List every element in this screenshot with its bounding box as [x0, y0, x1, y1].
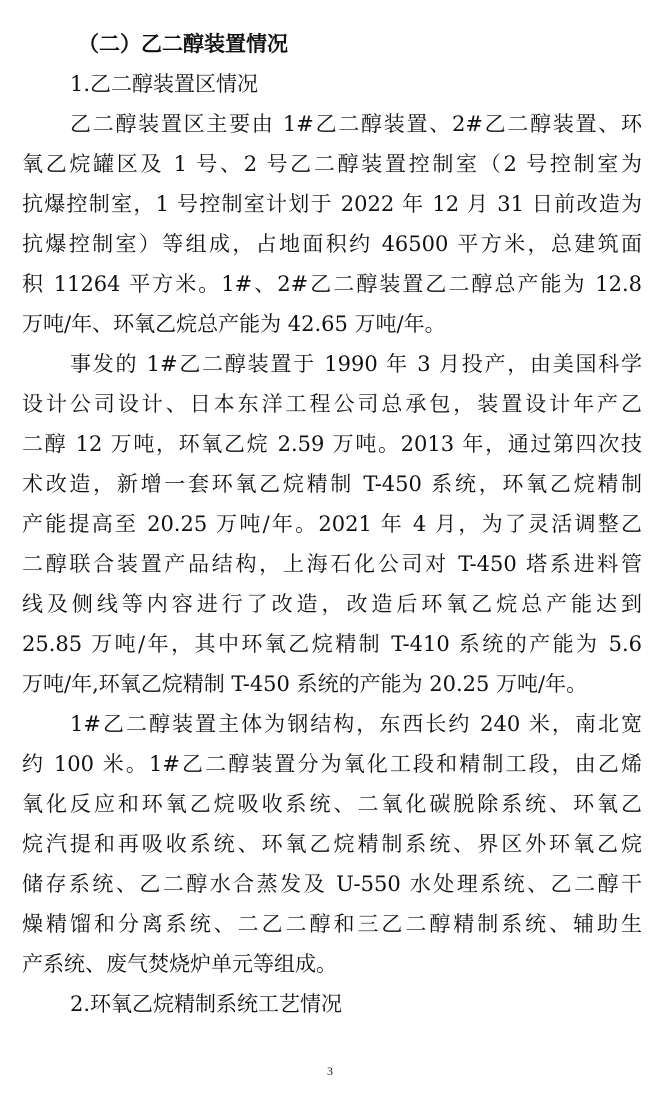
paragraph-line: 术改造，新增一套环氧乙烷精制 T-450 系统，环氧乙烷精制: [22, 472, 642, 496]
paragraph-line: 乙二醇装置区主要由 1#乙二醇装置、2#乙二醇装置、环: [70, 112, 642, 136]
paragraph-line: 万吨/年、环氧乙烷总产能为 42.65 万吨/年。: [22, 312, 446, 336]
paragraph-line: 氧乙烷罐区及 1 号、2 号乙二醇装置控制室（2 号控制室为: [22, 152, 642, 176]
paragraph-line: 设计公司设计、日本东洋工程公司总承包，装置设计年产乙: [22, 392, 642, 416]
section-heading: （二）乙二醇装置情况: [78, 31, 288, 56]
paragraph-line: 储存系统、乙二醇水合蒸发及 U-550 水处理系统、乙二醇干: [22, 872, 642, 896]
paragraph-line: 氧化反应和环氧乙烷吸收系统、二氧化碳脱除系统、环氧乙: [22, 792, 642, 816]
paragraph-line: 抗爆控制室，1 号控制室计划于 2022 年 12 月 31 日前改造为: [22, 192, 642, 216]
paragraph-line: 约 100 米。1#乙二醇装置分为氧化工段和精制工段，由乙烯: [22, 752, 642, 776]
paragraph-line: 事发的 1#乙二醇装置于 1990 年 3 月投产，由美国科学: [70, 352, 642, 376]
paragraph-line: 万吨/年,环氧乙烷精制 T-450 系统的产能为 20.25 万吨/年。: [22, 672, 588, 696]
paragraph-line: 抗爆控制室）等组成，占地面积约 46500 平方米，总建筑面: [22, 232, 642, 256]
page-number: 3: [327, 1064, 333, 1078]
subsection-heading-1: 1.乙二醇装置区情况: [70, 72, 259, 96]
subsection-heading-2: 2.环氧乙烷精制系统工艺情况: [70, 992, 343, 1016]
paragraph-line: 1#乙二醇装置主体为钢结构，东西长约 240 米，南北宽: [70, 712, 642, 736]
paragraph-2: [22, 344, 642, 704]
paragraph-1: [22, 104, 642, 344]
paragraph-line: 燥精馏和分离系统、二乙二醇和三乙二醇精制系统、辅助生: [22, 912, 642, 936]
paragraph-line: 产能提高至 20.25 万吨/年。2021 年 4 月，为了灵活调整乙: [22, 512, 642, 536]
paragraph-line: 产系统、废气焚烧炉单元等组成。: [22, 952, 337, 976]
paragraph-line: 25.85 万吨/年，其中环氧乙烷精制 T-410 系统的产能为 5.6: [22, 632, 642, 656]
paragraph-3: [22, 704, 642, 984]
paragraph-line: 二醇 12 万吨，环氧乙烷 2.59 万吨。2013 年，通过第四次技: [22, 432, 642, 456]
paragraph-line: 二醇联合装置产品结构，上海石化公司对 T-450 塔系进料管: [22, 552, 642, 576]
paragraph-line: 烷汽提和再吸收系统、环氧乙烷精制系统、界区外环氧乙烷: [22, 832, 642, 856]
paragraph-line: 线及侧线等内容进行了改造，改造后环氧乙烷总产能达到: [22, 592, 642, 616]
paragraph-line: 积 11264 平方米。1#、2#乙二醇装置乙二醇总产能为 12.8: [22, 272, 642, 296]
